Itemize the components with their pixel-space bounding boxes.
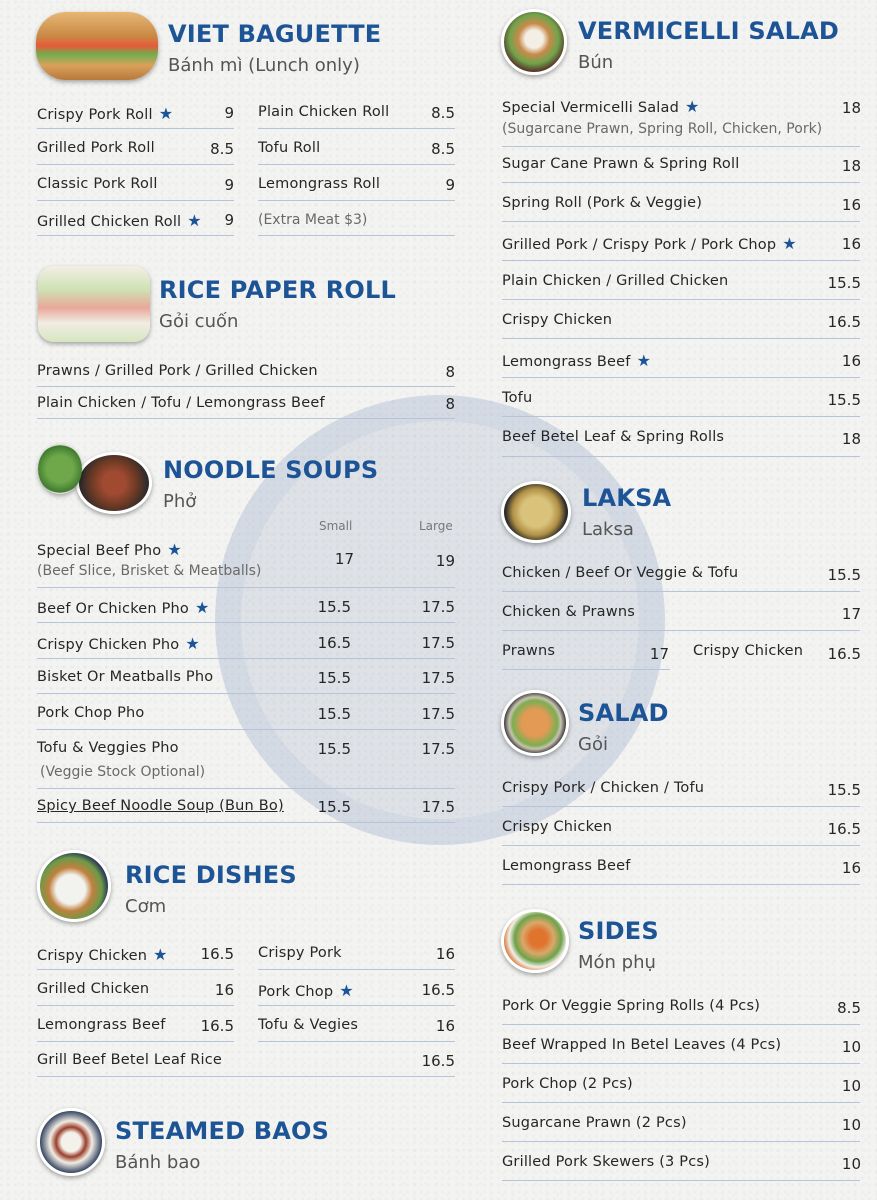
item-price: 18 [841, 99, 861, 117]
menu-item[interactable] [502, 604, 635, 620]
menu-item[interactable] [502, 351, 651, 370]
item-name: Bisket Or Meatballs Pho [37, 669, 214, 685]
large-price: 17.5 [421, 634, 455, 652]
extra-meat-note: (Extra Meat $3) [258, 212, 368, 228]
item-name: Tofu Roll [258, 140, 321, 156]
item-name: Plain Chicken / Tofu / Lemongrass Beef [37, 395, 325, 411]
item-name: Grilled Pork Skewers (3 Pcs) [502, 1154, 711, 1170]
item-note: (Beef Slice, Brisket & Meatballs) [37, 563, 262, 579]
star-icon: ★ [782, 234, 797, 253]
herbs-plate-photo [38, 444, 82, 494]
small-price: 15.5 [317, 705, 351, 723]
star-icon: ★ [636, 351, 652, 370]
divider [37, 1005, 234, 1006]
item-price: 10 [841, 1116, 861, 1134]
item-name: Pork Chop [258, 984, 334, 1000]
menu-item[interactable] [502, 1115, 687, 1131]
menu-item[interactable] [502, 858, 631, 874]
column-header-large: Large [419, 519, 453, 533]
item-price: 9 [224, 176, 234, 194]
menu-item[interactable] [37, 104, 173, 123]
menu-item[interactable] [37, 669, 213, 685]
item-price: 10 [841, 1077, 861, 1095]
item-note: (Sugarcane Prawn, Spring Roll, Chicken, Pork) [502, 121, 823, 137]
menu-item[interactable] [37, 598, 210, 617]
item-name: Lemongrass Roll [258, 176, 381, 192]
item-price: 16 [841, 352, 861, 370]
menu-item[interactable] [258, 176, 380, 192]
item-name: Crispy Chicken [502, 819, 613, 835]
item-name: Spring Roll (Pork & Veggie) [502, 195, 703, 211]
item-name: Crispy Chicken Pho [37, 637, 180, 653]
banh-mi-photo [36, 12, 158, 80]
menu-item[interactable] [258, 945, 342, 961]
item-name: Crispy Chicken [37, 948, 148, 964]
section-title: STEAMED BAOS [115, 1117, 330, 1145]
item-price: 16.5 [827, 645, 861, 663]
divider [502, 338, 860, 339]
item-name: Special Beef Pho [37, 543, 162, 559]
item-price: 15.5 [827, 781, 861, 799]
item-name: Sugar Cane Prawn & Spring Roll [502, 156, 740, 172]
divider [37, 128, 234, 129]
divider [502, 884, 860, 885]
menu-item[interactable] [37, 176, 158, 192]
star-icon: ★ [187, 211, 202, 230]
menu-item[interactable] [502, 156, 739, 172]
menu-item[interactable] [502, 273, 728, 289]
sides-photo [501, 909, 569, 973]
divider [502, 806, 860, 807]
section-title: RICE PAPER ROLL [159, 276, 397, 304]
item-price: 8 [445, 395, 455, 413]
pho-bowl-photo [76, 452, 152, 514]
item-price: 16.5 [827, 820, 861, 838]
star-icon: ★ [158, 104, 174, 123]
divider [258, 164, 455, 165]
item-price: 16.5 [421, 1052, 455, 1070]
item-name: Grilled Pork Roll [37, 140, 155, 156]
divider [502, 221, 860, 222]
menu-item[interactable] [258, 140, 320, 156]
item-name: Classic Pork Roll [37, 176, 158, 192]
star-icon: ★ [185, 634, 200, 653]
section-title: RICE DISHES [125, 861, 297, 889]
divider [258, 1041, 455, 1042]
item-name: Pork Chop Pho [37, 705, 145, 721]
divider [37, 622, 455, 623]
divider [37, 788, 455, 789]
large-price: 17.5 [421, 598, 455, 616]
divider [502, 1024, 860, 1025]
item-name: Crispy Pork [258, 945, 342, 961]
menu-item[interactable] [502, 1154, 710, 1170]
item-name: Beef Wrapped In Betel Leaves (4 Pcs) [502, 1037, 782, 1053]
column-header-small: Small [319, 519, 353, 533]
item-price: 16 [435, 1017, 455, 1035]
item-name: Spicy Beef Noodle Soup (Bun Bo) [37, 798, 284, 814]
item-name: Grill Beef Betel Leaf Rice [37, 1052, 223, 1068]
menu-item[interactable] [37, 1052, 222, 1068]
item-price: 15.5 [827, 566, 861, 584]
section-title: LAKSA [582, 484, 672, 512]
item-name: Lemongrass Beef [37, 1017, 166, 1033]
menu-item[interactable] [37, 798, 284, 814]
item-name: Lemongrass Beef [502, 858, 631, 874]
divider [37, 386, 455, 387]
item-name: Grilled Chicken Roll [37, 214, 182, 230]
divider [37, 658, 455, 659]
menu-item[interactable] [37, 540, 182, 559]
small-price: 15.5 [317, 598, 351, 616]
item-price: 15.5 [827, 391, 861, 409]
small-price: 16.5 [317, 634, 351, 652]
large-price: 19 [435, 552, 455, 570]
star-icon: ★ [153, 945, 168, 964]
rice-dish-photo [37, 850, 111, 922]
divider [502, 669, 670, 670]
star-icon: ★ [685, 97, 700, 116]
menu-item[interactable] [37, 634, 200, 653]
large-price: 17.5 [421, 798, 455, 816]
item-price: 9 [445, 176, 455, 194]
divider [502, 1063, 860, 1064]
menu-item[interactable] [502, 643, 555, 659]
menu-item[interactable] [37, 945, 168, 964]
rice-paper-roll-photo [38, 266, 150, 342]
section-subtitle: Món phụ [578, 952, 656, 973]
item-price: 18 [841, 430, 861, 448]
menu-item[interactable] [502, 234, 797, 253]
vermicelli-bowl-photo [501, 9, 567, 75]
divider [502, 456, 860, 457]
section-subtitle: Bún [578, 52, 614, 73]
menu-item[interactable] [37, 705, 144, 721]
item-price: 8.5 [837, 999, 861, 1017]
section-title: SALAD [578, 699, 669, 727]
divider [37, 587, 455, 588]
divider [37, 1076, 455, 1077]
laksa-bowl-photo [501, 481, 571, 543]
small-price: 15.5 [317, 798, 351, 816]
large-price: 17.5 [421, 669, 455, 687]
menu-item[interactable] [502, 565, 738, 581]
small-price: 15.5 [317, 740, 351, 758]
divider [37, 729, 455, 730]
item-name: Lemongrass Beef [502, 354, 631, 370]
item-name: Beef Or Chicken Pho [37, 601, 190, 617]
divider [502, 845, 860, 846]
divider [502, 591, 860, 592]
divider [37, 822, 455, 823]
item-price: 16 [841, 196, 861, 214]
item-name: Tofu & Vegies [258, 1017, 359, 1033]
divider [37, 200, 234, 201]
menu-item[interactable] [37, 395, 325, 411]
divider [37, 418, 455, 419]
menu-item[interactable] [502, 429, 724, 445]
item-price: 16.5 [200, 945, 234, 963]
menu-item[interactable] [502, 1076, 633, 1092]
section-title: VIET BAGUETTE [168, 20, 382, 48]
divider [502, 146, 860, 147]
large-price: 17.5 [421, 705, 455, 723]
divider [258, 235, 455, 236]
section-title: SIDES [578, 917, 659, 945]
item-price: 8 [445, 363, 455, 381]
item-price: 9 [224, 211, 234, 229]
menu-item[interactable] [502, 97, 700, 116]
item-name: Prawns [502, 643, 556, 659]
star-icon: ★ [339, 981, 354, 1000]
item-price: 9 [224, 104, 234, 122]
bao-photo [37, 1108, 105, 1176]
divider [502, 377, 860, 378]
item-price: 16.5 [421, 981, 455, 999]
menu-item[interactable] [258, 981, 354, 1000]
item-price: 8.5 [210, 140, 234, 158]
menu-item[interactable] [37, 740, 179, 756]
large-price: 17.5 [421, 740, 455, 758]
divider [37, 1041, 234, 1042]
menu-item[interactable] [37, 981, 149, 997]
divider [502, 630, 860, 631]
item-name: Grilled Pork / Crispy Pork / Pork Chop [502, 237, 777, 253]
star-icon: ★ [195, 598, 210, 617]
item-price: 16 [214, 981, 234, 999]
item-name: Plain Chicken Roll [258, 104, 390, 120]
small-price: 15.5 [317, 669, 351, 687]
menu-item[interactable] [258, 1017, 358, 1033]
section-subtitle: Cơm [125, 896, 167, 917]
menu-item[interactable] [502, 819, 612, 835]
menu-item[interactable] [502, 390, 532, 406]
item-name: Crispy Pork / Chicken / Tofu [502, 780, 705, 796]
divider [37, 693, 455, 694]
divider [502, 299, 860, 300]
section-title: VERMICELLI SALAD [578, 17, 839, 45]
divider [37, 235, 234, 236]
menu-item[interactable] [37, 140, 155, 156]
divider [258, 200, 455, 201]
menu-item[interactable] [693, 643, 803, 659]
item-name: Grilled Chicken [37, 981, 150, 997]
item-note: (Veggie Stock Optional) [40, 764, 206, 780]
section-subtitle: Laksa [582, 519, 634, 540]
section-subtitle: Gỏi cuốn [159, 311, 239, 332]
section-subtitle: Phở [163, 491, 197, 512]
item-price: 10 [841, 1038, 861, 1056]
item-price: 10 [841, 1155, 861, 1173]
salad-photo [501, 690, 569, 756]
divider [502, 182, 860, 183]
item-price: 18 [841, 157, 861, 175]
divider [502, 416, 860, 417]
item-price: 15.5 [827, 274, 861, 292]
item-name: Sugarcane Prawn (2 Pcs) [502, 1115, 687, 1131]
divider [502, 1180, 860, 1181]
divider [37, 164, 234, 165]
section-subtitle: Bánh mì (Lunch only) [168, 55, 360, 76]
section-title: NOODLE SOUPS [163, 456, 379, 484]
menu-item[interactable] [502, 195, 702, 211]
item-price: 16 [435, 945, 455, 963]
star-icon: ★ [167, 540, 182, 559]
item-name: Pork Or Veggie Spring Rolls (4 Pcs) [502, 998, 761, 1014]
item-name: Tofu & Veggies Pho [37, 740, 179, 756]
item-name: Beef Betel Leaf & Spring Rolls [502, 429, 725, 445]
item-name: Special Vermicelli Salad [502, 100, 680, 116]
item-price: 17 [649, 645, 669, 663]
menu-item[interactable] [258, 104, 389, 120]
menu-item[interactable] [502, 1037, 781, 1053]
item-price: 17 [841, 605, 861, 623]
small-price: 17 [334, 550, 354, 568]
item-name: Chicken / Beef Or Veggie & Tofu [502, 565, 739, 581]
item-price: 8.5 [431, 140, 455, 158]
divider [502, 1102, 860, 1103]
menu-item[interactable] [502, 998, 760, 1014]
menu-item[interactable] [37, 363, 318, 379]
item-name: Tofu [502, 390, 533, 406]
divider [258, 1005, 455, 1006]
item-price: 16.5 [827, 313, 861, 331]
item-price: 16 [841, 235, 861, 253]
menu-item[interactable] [502, 312, 612, 328]
item-price: 16.5 [200, 1017, 234, 1035]
divider [502, 260, 860, 261]
item-name: Crispy Chicken [693, 643, 804, 659]
item-name: Crispy Chicken [502, 312, 613, 328]
item-name: Prawns / Grilled Pork / Grilled Chicken [37, 363, 318, 379]
item-price: 16 [841, 859, 861, 877]
menu-item[interactable] [502, 780, 704, 796]
section-subtitle: Gỏi [578, 734, 608, 755]
menu-item[interactable] [37, 211, 202, 230]
item-price: 8.5 [431, 104, 455, 122]
divider [258, 969, 455, 970]
item-name: Crispy Pork Roll [37, 107, 153, 123]
item-name: Chicken & Prawns [502, 604, 635, 620]
item-name: Plain Chicken / Grilled Chicken [502, 273, 729, 289]
divider [37, 969, 234, 970]
divider [258, 128, 455, 129]
section-subtitle: Bánh bao [115, 1152, 201, 1173]
item-name: Pork Chop (2 Pcs) [502, 1076, 633, 1092]
menu-item[interactable] [37, 1017, 166, 1033]
divider [502, 1141, 860, 1142]
